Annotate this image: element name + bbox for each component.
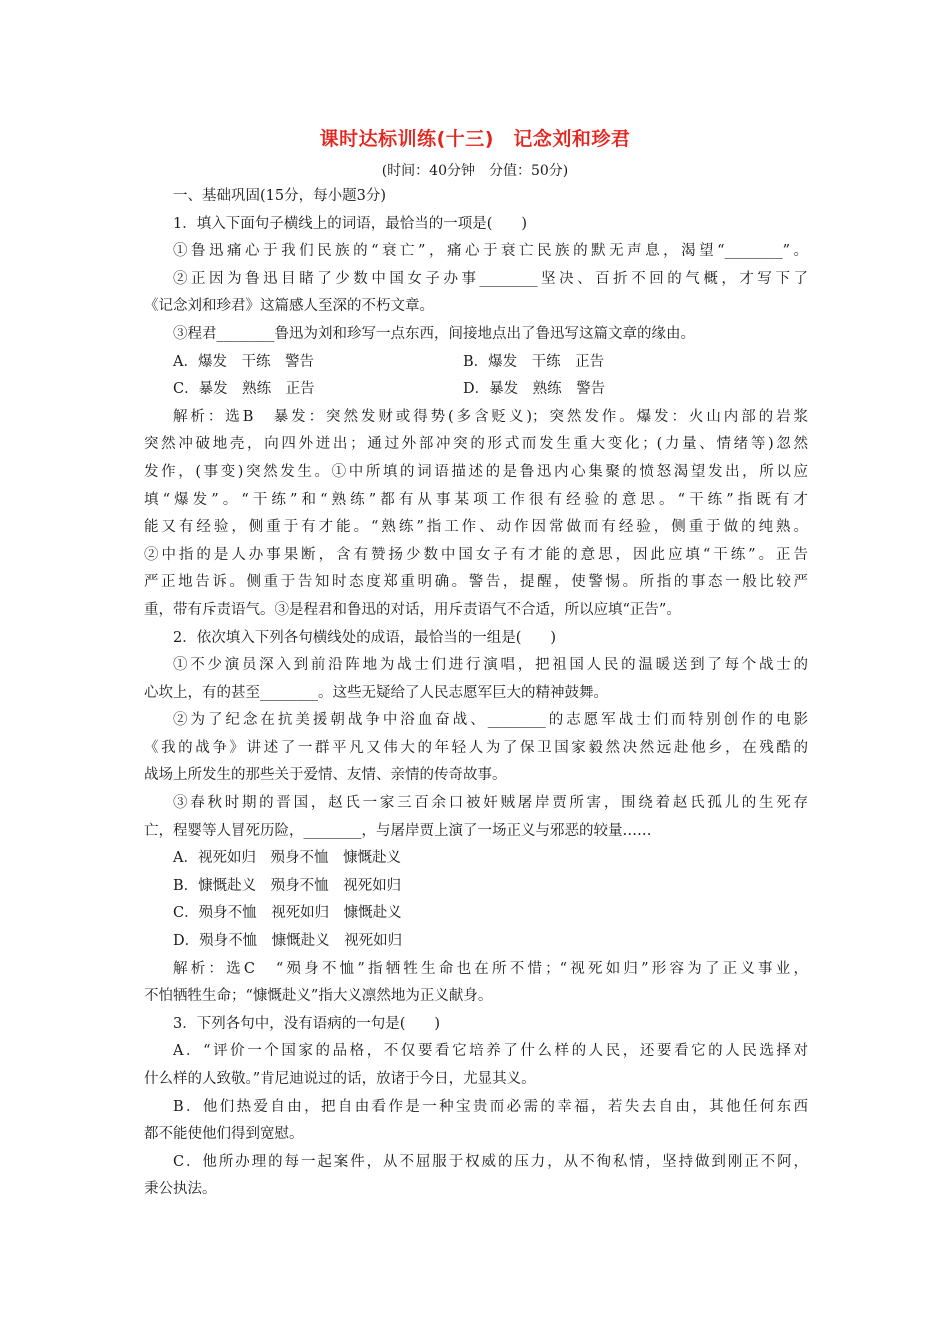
question-2-sentence-3: ③春秋时期的晋国，赵氏一家三百余口被奸贼屠岸贾所害，围绕着赵氏孤儿的生死存 <box>173 795 808 812</box>
question-3-option-a-cont: 什么样的人致敬。”肯尼迪说过的话，放诸于今日，尤显其义。 <box>144 1071 536 1087</box>
question-2-explanation-2: 不怕牺牲生命；“慷慨赴义”指大义凛然地为正义献身。 <box>144 988 493 1005</box>
question-3-option-b: B．他们热爱自由，把自由看作是一种宝贵而必需的幸福，若失去自由，其他任何东西 <box>173 1098 808 1115</box>
question-2-explanation: 解析：选C “殒身不恤”指牺牲生命也在所不惜；“视死如归”形容为了正义事业， <box>173 960 808 977</box>
question-2-sentence-2: ②为了纪念在抗美援朝战争中浴血奋战、________的志愿军战士们而特别创作的电影 <box>173 712 808 729</box>
question-1-sentence-2: ②正因为鲁迅目睹了少数中国女子办事________坚决、百折不回的气概，才写下了 <box>173 270 808 287</box>
question-3-option-c: C．他所办理的每一起案件，从不屈服于权威的压力，从不徇私情，坚持做到刚正不阿， <box>173 1153 808 1170</box>
question-1-explanation-8: 重，带有斥责语气。③是程君和鲁迅的对话，用斥责语气不合适，所以应填“正告”。 <box>144 601 681 618</box>
question-1-explanation-5: 能又有经验，侧重于有才能。“熟练”指工作、动作因常做而有经验，侧重于做的纯熟。 <box>144 519 808 536</box>
question-1-explanation-2: 突然冲破地壳，向四外迸出；通过外部冲突的形式而发生重大变化；(力量、情绪等)忽然 <box>144 436 808 453</box>
question-3-option-c-cont: 秉公执法。 <box>144 1181 217 1198</box>
question-2-option-d: D．殒身不恤 慷慨赴义 视死如归 <box>173 933 403 950</box>
time-and-score: (时间：40分钟 分值：50分) <box>381 163 569 179</box>
question-3-stem: 3．下列各句中，没有语病的一句是( ) <box>173 1015 441 1032</box>
question-2-option-a: A．视死如归 殒身不恤 慷慨赴义 <box>173 850 401 867</box>
question-1-explanation-6: ②中指的是人办事果断，含有赞扬少数中国女子有才能的意思，因此应填“干练”。正告 <box>144 546 808 563</box>
document-body <box>144 183 808 1204</box>
section-heading: 一、基础巩固(15分，每小题3分) <box>173 188 386 204</box>
question-2-stem: 2．依次填入下列各句横线处的成语，最恰当的一组是( ) <box>173 629 557 646</box>
question-1-stem: 1．填入下面句子横线上的词语，最恰当的一项是( ) <box>173 215 528 232</box>
page-title: 课时达标训练(十三) 记念刘和珍君 <box>319 128 631 150</box>
question-1-options-row-2 <box>144 376 808 404</box>
question-1-option-c: C．暴发 熟练 正告 <box>173 381 315 398</box>
question-2-sentence-2-cont: 《我的战争》讲述了一群平凡又伟大的年轻人为了保卫国家毅然决然远赴他乡，在残酷的 <box>144 739 808 756</box>
question-2-sentence-1: ①不少演员深入到前沿阵地为战士们进行演唱，把祖国人民的温暖送到了每个战士的 <box>173 657 808 674</box>
question-1-explanation: 解析：选B 暴发：突然发财或得势(多含贬义)；突然发作。爆发：火山内部的岩浆 <box>173 408 808 425</box>
question-1-sentence-1: ①鲁迅痛心于我们民族的“衰亡”，痛心于衰亡民族的默无声息，渴望“________”。 <box>173 243 808 260</box>
question-1-explanation-7: 严正地告诉。侧重于告知时态度郑重明确。警告，提醒，使警惕。所指的事态一般比较严 <box>144 574 808 591</box>
question-1-sentence-3: ③程君________鲁迅为刘和珍写一点东西，间接地点出了鲁迅写这篇文章的缘由。 <box>173 325 695 342</box>
question-1-options-row-1 <box>144 349 808 377</box>
question-1-option-a: A．爆发 干练 警告 <box>173 353 314 370</box>
question-1-option-b: B．爆发 干练 正告 <box>463 353 605 370</box>
question-1-explanation-3: 发作，(事变)突然发生。①中所填的词语描述的是鲁迅内心集聚的愤怒渴望发出，所以应 <box>144 463 808 480</box>
question-2-sentence-2-end: 战场上所发生的那些关于爱情、友情、亲情的传奇故事。 <box>144 767 507 784</box>
question-2-sentence-1-cont: 心坎上，有的甚至________。这些无疑给了人民志愿军巨大的精神鼓舞。 <box>144 684 608 701</box>
question-1-explanation-4: 填“爆发”。“干练”和“熟练”都有从事某项工作很有经验的意思。“干练”指既有才 <box>144 491 808 508</box>
question-1-sentence-2-cont: 《记念刘和珍君》这篇感人至深的不朽文章。 <box>144 298 434 315</box>
question-3-option-b-cont: 都不能使他们得到宽慰。 <box>144 1126 304 1143</box>
question-3-option-a: A．“评价一个国家的品格，不仅要看它培养了什么样的人民，还要看它的人民选择对 <box>173 1043 808 1060</box>
question-2-sentence-3-cont: 亡，程婴等人冒死历险，________，与屠岸贾上演了一场正义与邪恶的较量…… <box>144 822 652 839</box>
question-2-option-b: B．慷慨赴义 殒身不恤 视死如归 <box>173 877 402 894</box>
question-2-option-c: C．殒身不恤 视死如归 慷慨赴义 <box>173 905 402 922</box>
question-1-option-d: D．暴发 熟练 警告 <box>463 381 606 398</box>
